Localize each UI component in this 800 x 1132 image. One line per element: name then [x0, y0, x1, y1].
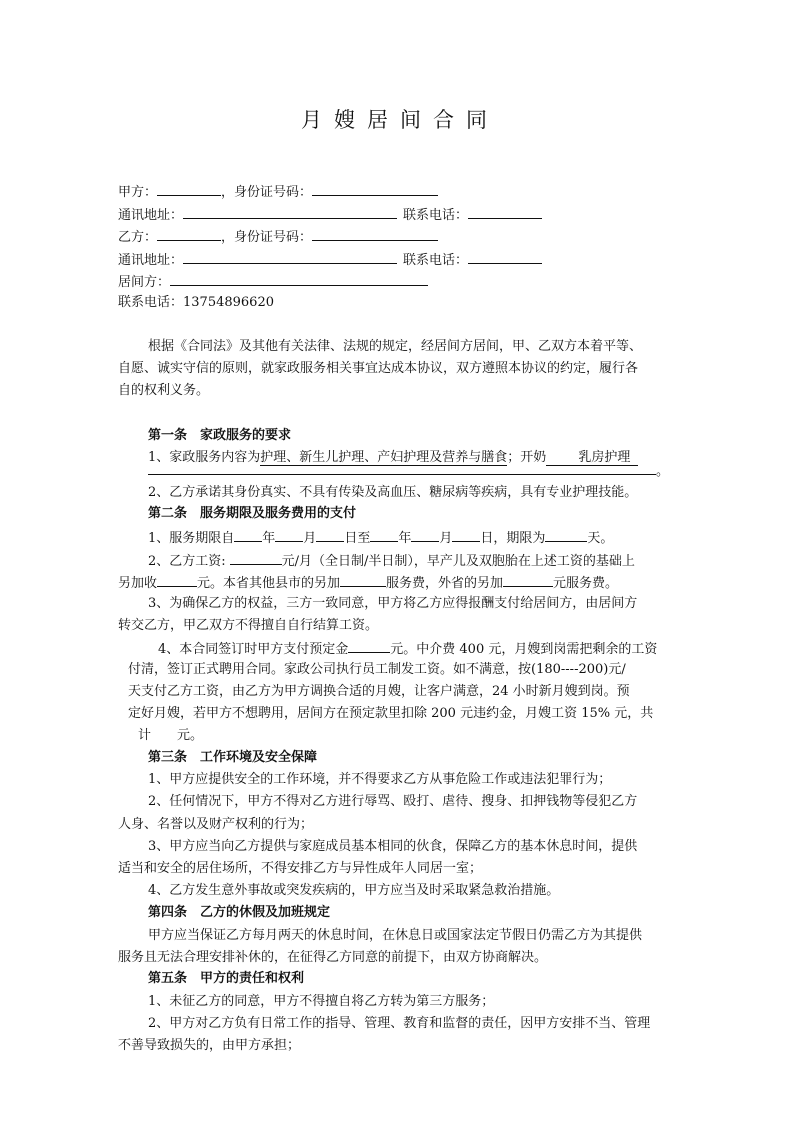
article-1-item-1-prefix: 1、家政服务内容为 — [148, 450, 261, 465]
article-3-item-3-line-2: 适当和安全的居住场所，不得安排乙方与异性成年人同居一室； — [118, 861, 483, 876]
service-content-blank[interactable] — [148, 460, 656, 475]
end-day-blank[interactable] — [452, 527, 480, 542]
article-1-item-1-mid: ；开奶 — [507, 450, 547, 465]
party-a-line — [118, 181, 438, 203]
party-b-address-blank[interactable] — [183, 249, 397, 264]
service-content-items: 护理、新生儿护理、产妇护理及营养与膳食 — [260, 450, 508, 465]
province-surcharge-label: 服务费，外省的另加 — [386, 576, 504, 591]
term-days-blank[interactable] — [545, 527, 587, 542]
article-1-item-2: 2、乙方承诺其身份真实、不具有传染及高血压、糖尿病等疾病，具有专业护理技能。 — [148, 485, 638, 500]
lactation-fill: 乳房护理 — [546, 450, 638, 466]
end-year-blank[interactable] — [370, 527, 398, 542]
article-3-heading: 第三条 工作环境及安全保障 — [148, 750, 318, 765]
party-b-id-label: ，身份证号码： — [221, 230, 313, 245]
party-b-label: 乙方： — [118, 230, 158, 245]
intro-line-1: 根据《合同法》及其他有关法律、法规的规定，经居间方居间，甲、乙双方本着平等、 — [148, 339, 643, 354]
article-3-item-4: 4、乙方发生意外事故或突发疾病的，甲方应当及时采取紧急救治措施。 — [148, 883, 560, 898]
article-2-item-3-line-2: 转交乙方，甲乙双方不得擅自自行结算工资。 — [118, 618, 379, 633]
month-label: 月 — [303, 531, 317, 546]
article-2-item-4-line-3: 天支付乙方工资，由乙方为甲方调换合适的月嫂，让客户满意，24 小时新月嫂到岗。预 — [128, 684, 630, 699]
article-3-item-2-line-1: 2、任何情况下，甲方不得对乙方进行辱骂、殴打、虐待、搜身、扣押钱物等侵犯乙方 — [148, 794, 638, 809]
end-month-blank[interactable] — [411, 527, 439, 542]
article-2-item-4-line-4: 定好月嫂，若甲方不想聘用，居间方在预定款里扣除 200 元违约金，月嫂工资 15% 元，共 — [128, 706, 654, 721]
article-1-item-1-continuation — [148, 460, 669, 482]
province-surcharge-blank[interactable] — [503, 572, 553, 587]
intermediary-blank[interactable] — [170, 271, 428, 286]
page-title: 月嫂居间合同 — [301, 108, 499, 132]
article-1-item-1-end: 。 — [656, 464, 670, 479]
party-b-phone-label: 联系电话： — [403, 253, 469, 268]
article-2-item-1 — [148, 527, 613, 549]
party-b-line — [118, 226, 438, 248]
deposit-label: 4、本合同签订时甲方支付预定金 — [158, 642, 349, 657]
article-3-item-3-line-1: 3、甲方应当向乙方提供与家庭成员基本相同的伙食，保障乙方的基本休息时间，提供 — [148, 839, 638, 854]
intermediary-label: 居间方： — [118, 275, 171, 290]
article-3-item-2-line-2: 人身、名誉以及财产权利的行为； — [118, 817, 314, 832]
party-a-phone-label: 联系电话： — [403, 208, 469, 223]
article-5-heading: 第五条 甲方的责任和权利 — [148, 971, 305, 986]
party-b-name-blank[interactable] — [157, 226, 221, 241]
party-a-id-label: ，身份证号码： — [221, 185, 313, 200]
agency-fee-text: 元。中介费 400 元，月嫂到岗需把剩余的工资 — [390, 642, 658, 657]
article-5-item-2-line-2: 不善导致损失的，由甲方承担； — [118, 1038, 301, 1053]
surcharge-label: 另加收 — [118, 576, 158, 591]
county-surcharge-label: 元。本省其他县市的另加 — [197, 576, 341, 591]
party-a-name-blank[interactable] — [157, 181, 221, 196]
article-5-item-1: 1、未征乙方的同意，甲方不得擅自将乙方转为第三方服务； — [148, 994, 495, 1009]
article-2-item-4-line-5: 计 元。 — [138, 728, 204, 743]
party-a-address-label: 通讯地址： — [118, 208, 184, 223]
party-b-id-blank[interactable] — [312, 226, 438, 241]
article-2-item-4-line-2: 付清，签订正式聘用合同。家政公司执行员工制发工资。如不满意，按(180----200)元/ — [128, 662, 626, 677]
article-2-item-3-line-1: 3、为确保乙方的权益，三方一致同意，甲方将乙方应得报酬支付给居间方，由居间方 — [148, 596, 638, 611]
article-2-item-4-line-1 — [158, 638, 657, 660]
term-from-label: 1、服务期限自 — [148, 531, 235, 546]
party-b-phone-blank[interactable] — [468, 249, 542, 264]
article-4-line-2: 服务且无法合理安排补休的，在征得乙方同意的前提下，由双方协商解决。 — [118, 950, 548, 965]
article-2-item-2-line-1 — [148, 550, 635, 572]
intro-line-3: 自的权利义务。 — [118, 383, 210, 398]
wage-description: 元/月（全日制/半日制），早产儿及双胞胎在上述工资的基础上 — [281, 554, 635, 569]
party-a-address-blank[interactable] — [183, 204, 397, 219]
term-length-label: 日，期限为 — [480, 531, 546, 546]
day-to-label: 日至 — [344, 531, 371, 546]
month-label-2: 月 — [439, 531, 453, 546]
party-b-address-label: 通讯地址： — [118, 253, 184, 268]
wage-blank[interactable] — [230, 550, 282, 565]
start-day-blank[interactable] — [316, 527, 344, 542]
start-year-blank[interactable] — [234, 527, 262, 542]
intro-line-2: 自愿、诚实守信的原则，就家政服务相关事宜达成本协议，双方遵照本协议的约定，履行各 — [118, 361, 639, 376]
article-3-item-1: 1、甲方应提供安全的工作环境，并不得要求乙方从事危险工作或违法犯罪行为； — [148, 772, 612, 787]
start-month-blank[interactable] — [275, 527, 303, 542]
party-a-phone-blank[interactable] — [468, 204, 542, 219]
article-4-line-1: 甲方应当保证乙方每月两天的休息时间，在休息日或国家法定节假日仍需乙方为其提供 — [148, 928, 643, 943]
days-label: 天。 — [587, 531, 614, 546]
article-2-item-2-line-2 — [118, 572, 618, 594]
party-a-id-blank[interactable] — [312, 181, 438, 196]
surcharge-blank[interactable] — [157, 572, 197, 587]
deposit-blank[interactable] — [348, 638, 390, 653]
year-label-2: 年 — [398, 531, 412, 546]
article-2-heading: 第二条 服务期限及服务费用的支付 — [148, 506, 357, 521]
service-fee-label: 元服务费。 — [553, 576, 619, 591]
party-b-address-line — [118, 249, 542, 271]
article-5-item-2-line-1: 2、甲方对乙方负有日常工作的指导、管理、教育和监督的责任，因甲方安排不当、管理 — [148, 1016, 651, 1031]
party-a-label: 甲方： — [118, 185, 158, 200]
party-a-address-line — [118, 204, 542, 226]
intermediary-line — [118, 271, 428, 293]
article-4-heading: 第四条 乙方的休假及加班规定 — [148, 905, 331, 920]
county-surcharge-blank[interactable] — [340, 572, 386, 587]
wage-label: 2、乙方工资: — [148, 554, 226, 569]
intermediary-phone: 联系电话：13754896620 — [118, 295, 274, 310]
year-label: 年 — [262, 531, 276, 546]
article-1-heading: 第一条 家政服务的要求 — [148, 428, 292, 443]
